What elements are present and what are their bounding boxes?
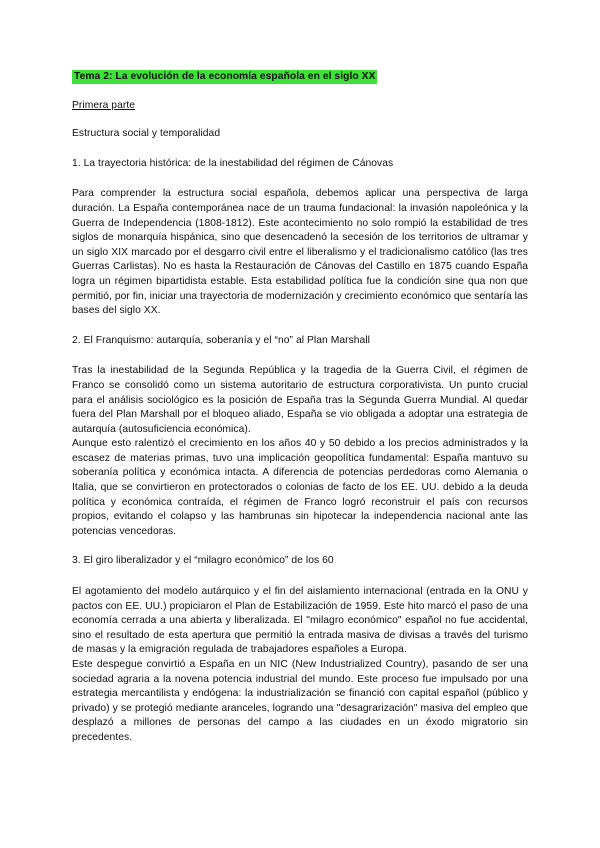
section-2-paragraph-2: Aunque esto ralentizó el crecimiento en los años 40 y 50 debido a los precios administrados y la escasez de materias primas, tuvo una implicación geopolítica fundamental: España mantuvo su soberanía política y económica intacta. A diferencia de potencias perdedoras como Alemania o Italia, que se convirtieron en protectorados o colonias de facto de los EE. UU. debido a la deuda política y económica contraída, el régimen de Franco logró reconstruir el país con recursos propios, evitando el colapso y las hambrunas sin hipotecar la independencia nacional ante las potencias vencedoras.: [72, 438, 528, 537]
section-2-paragraph-1: Tras la inestabilidad de la Segunda República y la tragedia de la Guerra Civil, el régimen de Franco se consolidó como un sistema autoritario de estructura corporativista. Un punto crucial para el análisis sociológico es la posición de España tras la Segunda Guerra Mundial. Al quedar fuera del Plan Marshall por el bloqueo aliado, España se vio obligada a adoptar una estrategia de autarquía (autosuficiencia económica).: [72, 365, 528, 435]
section-1-heading: 1. La trayectoria histórica: de la inestabilidad del régimen de Cánovas: [72, 157, 394, 169]
section-3-heading: 3. El giro liberalizador y el “milagro económico” de los 60: [72, 555, 334, 567]
section-2-body: [72, 364, 528, 539]
title-line: [72, 70, 528, 85]
section-3-body: [72, 585, 528, 746]
part-label: Primera parte: [72, 99, 136, 111]
section-3-paragraph-1: El agotamiento del modelo autárquico y el fin del aislamiento internacional (entrada en la ONU y pactos con EE. UU.) propiciaron el Plan de Estabilización de 1959. Este hito marcó el paso de una economía cerrada a una abierta y liberalizada. El "milagro económico" español no fue accidental, sino el resultado de esta apertura que permitió la entrada masiva de divisas a través del turismo de masas y la emigración regulada de trabajadores españoles a Europa.: [72, 586, 528, 656]
section-1-paragraph-1: Para comprender la estructura social española, debemos aplicar una perspectiva de larga duración. La España contemporánea nace de un trauma fundacional: la invasión napoleónica y la Guerra de Independencia (1808-1812). Este acontecimiento no solo rompió la estabilidad de tres siglos de monarquía hispánica, sino que desencadenó la secesión de los territorios de ultramar y un siglo XIX marcado por el desgarro civil entre el liberalismo y el tradicionalismo católico (las tres Guerras Carlistas). No es hasta la Restauración de Cánovas del Castillo en 1875 cuando España logra un régimen bipartidista estable. Esta estabilidad política fue la condición sine qua non que permitió, por fin, iniciar una trayectoria de modernización y crecimiento económico que sentaría las bases del siglo XX.: [72, 188, 528, 317]
section-2-heading: 2. El Franquismo: autarquía, soberanía y el “no” al Plan Marshall: [72, 334, 371, 346]
section-3-paragraph-2: Este despegue convirtió a España en un NIC (New Industrialized Country), pasando de ser una sociedad agraria a la novena potencia industrial del mundo. Este proceso fue impulsado por una estrategia mercantilista y endógena: la industrialización se financió con capital español (público y privado) y se protegió mediante aranceles, logrando una "desagrarización" masiva del empleo que desplazó a millones de personas del campo a las ciudades en un éxodo migratorio sin precedentes.: [72, 659, 528, 743]
section-1-body: [72, 187, 528, 318]
document-title: Tema 2: La evolución de la economía española en el siglo XX: [74, 71, 376, 82]
subtitle: Estructura social y temporalidad: [72, 128, 221, 140]
